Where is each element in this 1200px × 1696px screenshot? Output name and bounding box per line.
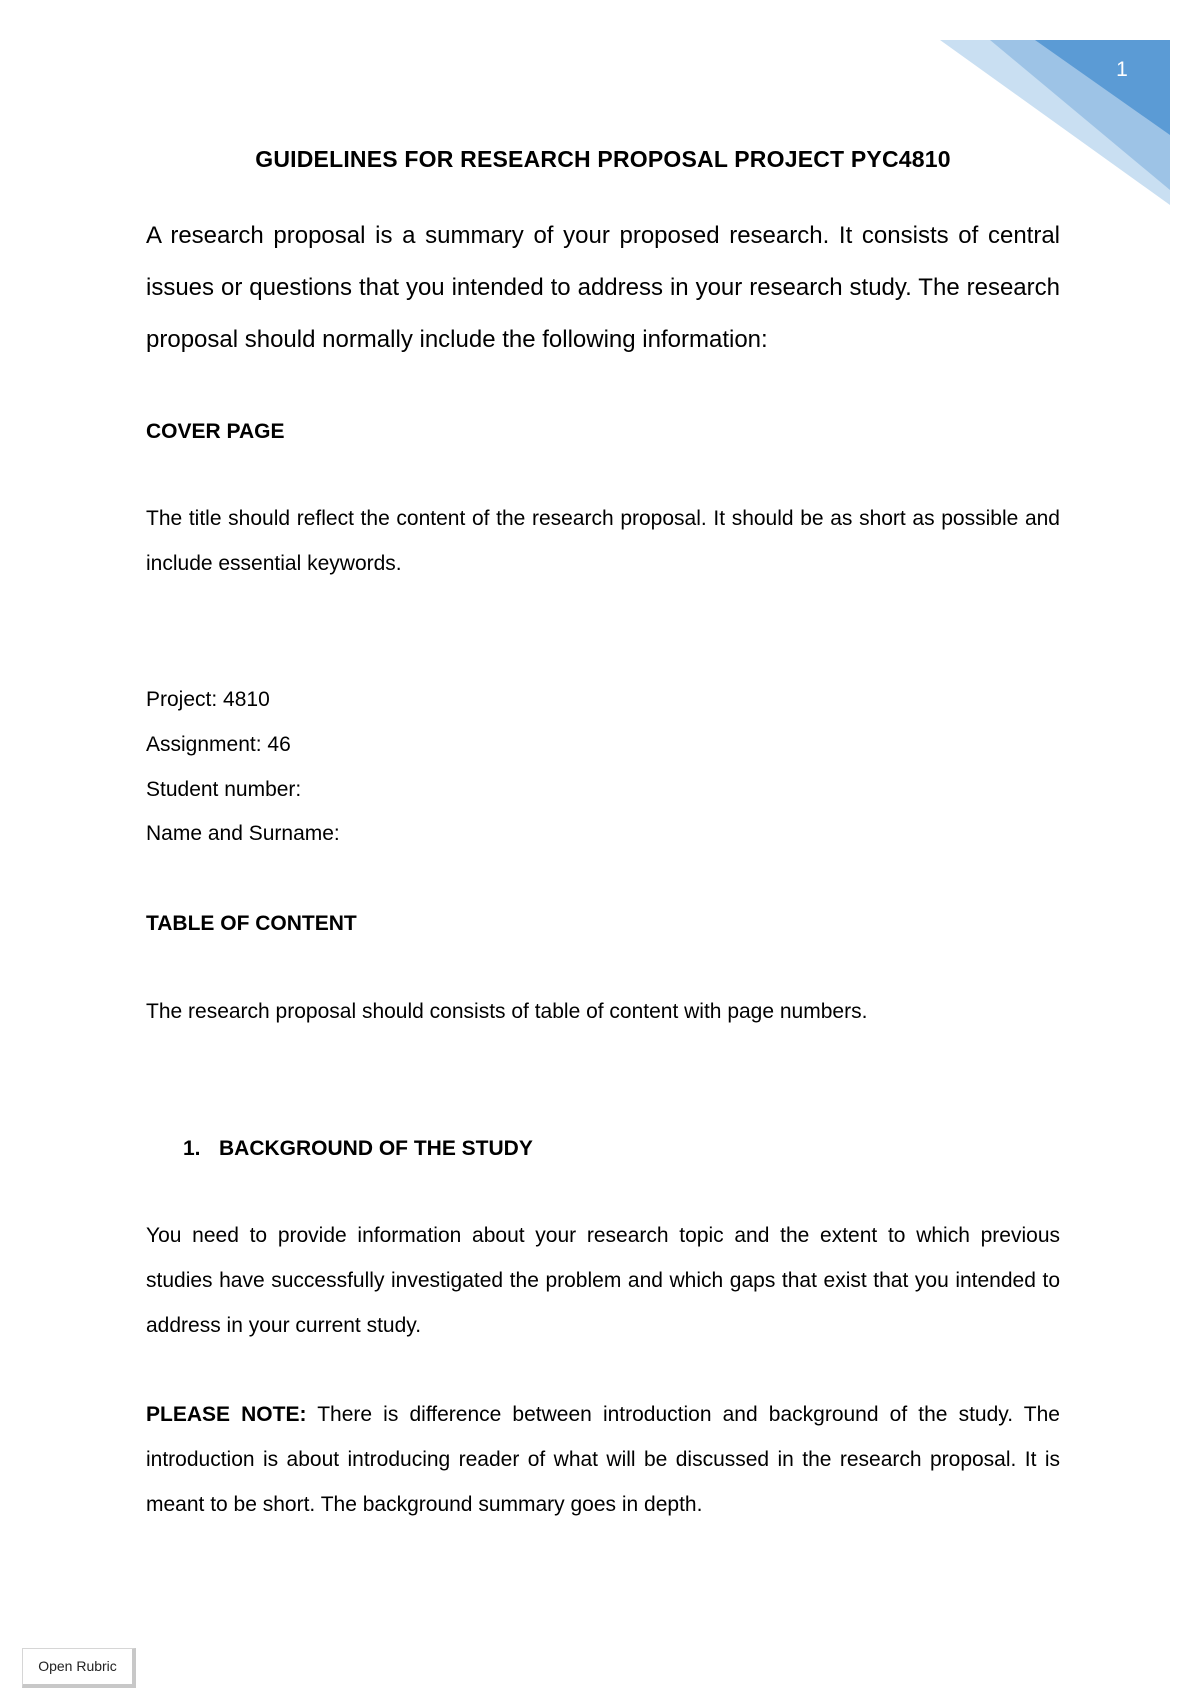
intro-paragraph: A research proposal is a summary of your proposed research. It consists of central issues or questions that you intended to address in your research study. The research proposal should normally include the following information: bbox=[146, 222, 1060, 353]
please-note-label: PLEASE NOTE: bbox=[146, 1403, 307, 1426]
open-rubric-button[interactable]: Open Rubric bbox=[22, 1648, 136, 1688]
field-assignment: Assignment: 46 bbox=[146, 733, 291, 756]
please-note-text: There is difference between introduction and background of the study. The introduction is about introducing reader of what will be discussed in the research proposal. It is meant to be short. The background summary goes in depth. bbox=[146, 1403, 1060, 1516]
section-1-text: You need to provide information about your research topic and the extent to which previous studies have successfully investigated the problem and which gaps that exist that you intended to address in your current study. bbox=[146, 1224, 1060, 1337]
section-1-number: 1. bbox=[183, 1137, 201, 1160]
please-note-paragraph bbox=[146, 1392, 1060, 1527]
field-student-number: Student number: bbox=[146, 778, 302, 801]
section-1-title: BACKGROUND OF THE STUDY bbox=[219, 1137, 533, 1160]
page-number: 1 bbox=[1116, 58, 1128, 81]
document-title: GUIDELINES FOR RESEARCH PROPOSAL PROJECT PYC4810 bbox=[255, 146, 951, 172]
section-1-heading bbox=[183, 1137, 533, 1161]
field-project: Project: 4810 bbox=[146, 688, 270, 711]
cover-page-heading: COVER PAGE bbox=[146, 420, 285, 443]
field-name-surname: Name and Surname: bbox=[146, 822, 340, 845]
toc-text: The research proposal should consists of table of content with page numbers. bbox=[146, 1000, 868, 1023]
toc-heading: TABLE OF CONTENT bbox=[146, 912, 357, 935]
corner-decoration bbox=[940, 40, 1170, 205]
cover-page-text: The title should reflect the content of the research proposal. It should be as short as possible and include essential keywords. bbox=[146, 507, 1060, 575]
